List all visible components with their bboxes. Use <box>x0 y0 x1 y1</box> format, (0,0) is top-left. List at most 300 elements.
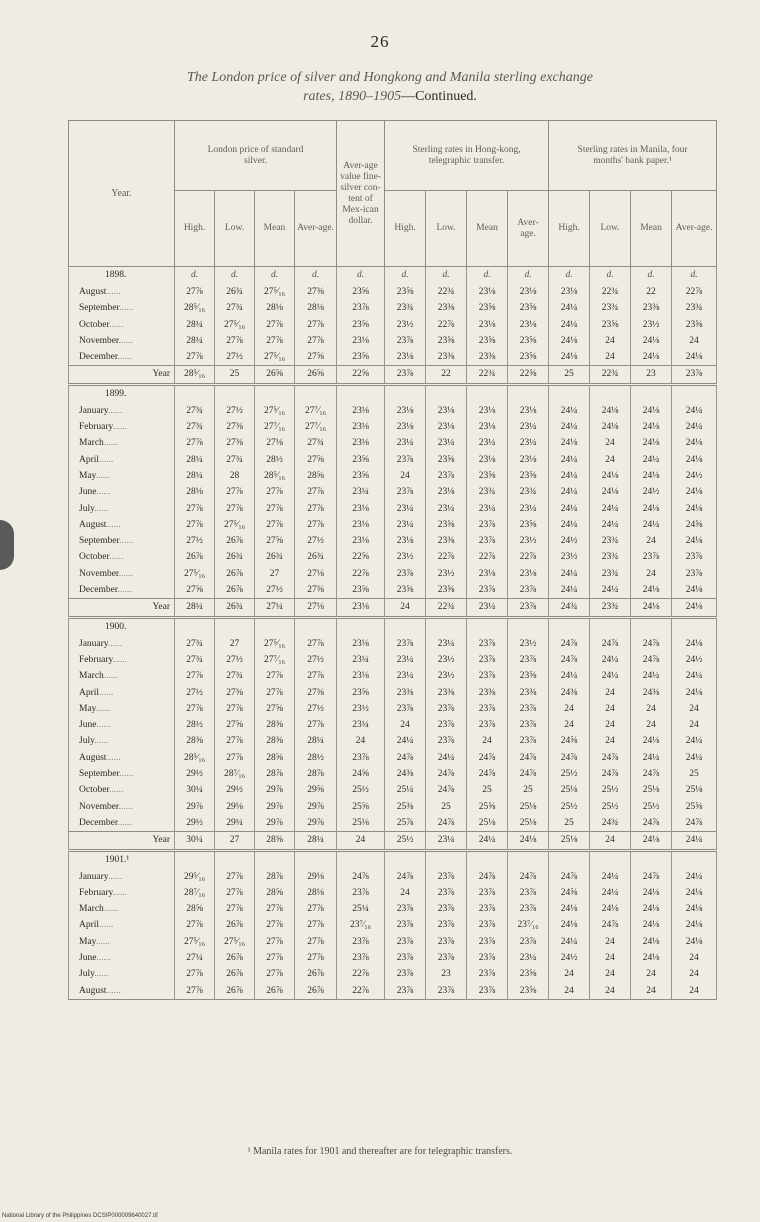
value-cell: 24⅛ <box>672 484 717 500</box>
empty-cell <box>337 617 385 636</box>
empty-cell <box>385 850 426 869</box>
value-cell: 23⅛ <box>467 284 508 300</box>
value-cell: 23⅞ <box>385 966 426 982</box>
month-name: January <box>79 871 108 882</box>
year-total-cell: 23¼ <box>467 599 508 617</box>
value-cell: 23⅝ <box>508 966 549 982</box>
value-cell: 24⅛ <box>672 885 717 901</box>
month-label <box>69 636 175 652</box>
value-cell: 24⅛ <box>672 917 717 933</box>
value-cell: 27¾ <box>215 452 255 468</box>
value-cell: 27⁵⁄₁₆ <box>215 517 255 533</box>
value-cell: 23⅞ <box>508 934 549 950</box>
value-cell: 23⅞ <box>467 582 508 599</box>
year-total-cell: 22 <box>426 366 467 384</box>
table-row <box>69 484 717 500</box>
value-cell: 24⅝ <box>549 733 590 749</box>
value-cell: 24⅞ <box>631 652 672 668</box>
value-cell: 26⅞ <box>215 582 255 599</box>
value-cell: 23¾ <box>590 300 631 316</box>
month-name: December <box>79 817 118 828</box>
empty-cell <box>467 384 508 403</box>
value-cell: 22¾ <box>426 284 467 300</box>
month-label <box>69 701 175 717</box>
value-cell: 23⅞ <box>385 950 426 966</box>
value-cell: 24⅛ <box>549 435 590 451</box>
month-label <box>69 869 175 885</box>
value-cell: 24⅞ <box>590 636 631 652</box>
value-cell: 28¼ <box>175 333 215 349</box>
header-manila-high: High. <box>549 191 590 267</box>
value-cell: 23½ <box>549 549 590 565</box>
month-name: October <box>79 552 110 563</box>
value-cell: 23⅛ <box>385 533 426 549</box>
header-london-average: Aver-age. <box>295 191 337 267</box>
month-name: October <box>79 319 110 330</box>
value-cell: 23⅛ <box>508 566 549 582</box>
value-cell: 25⅛ <box>672 782 717 798</box>
value-cell: 25⅝ <box>672 799 717 815</box>
value-cell: 27⁵⁄₁₆ <box>255 349 295 366</box>
year-total-cell: 24 <box>385 599 426 617</box>
value-cell: 23⅞ <box>385 452 426 468</box>
header-manila-mean: Mean <box>631 191 672 267</box>
value-cell: 24⅛ <box>631 917 672 933</box>
value-cell: 23¾ <box>590 549 631 565</box>
year-heading-row <box>69 850 717 869</box>
value-cell: 23⅝ <box>467 300 508 316</box>
value-cell: 24⅞ <box>426 766 467 782</box>
value-cell: 26¾ <box>295 549 337 565</box>
value-cell: 24¼ <box>385 733 426 749</box>
exchange-rates-table <box>68 120 717 1000</box>
value-cell: 24⅞ <box>467 766 508 782</box>
leader-dots: ...... <box>119 769 134 780</box>
value-cell: 28⅝ <box>255 885 295 901</box>
table-row <box>69 566 717 582</box>
value-cell: 24¼ <box>549 300 590 316</box>
month-name: March <box>79 904 104 915</box>
value-cell: 27⅜ <box>215 435 255 451</box>
value-cell: 27⅞ <box>255 934 295 950</box>
value-cell: 27⁵⁄₁₆ <box>215 317 255 333</box>
value-cell: 24 <box>549 983 590 1000</box>
value-cell: 24 <box>672 333 717 349</box>
value-cell: 23⅞ <box>508 901 549 917</box>
value-cell: 28⅝ <box>255 750 295 766</box>
value-cell: 23¼ <box>426 501 467 517</box>
value-cell: 24⅛ <box>549 917 590 933</box>
leader-dots: ...... <box>103 438 119 449</box>
year-total-cell: 25½ <box>385 832 426 850</box>
value-cell: 26¾ <box>215 549 255 565</box>
value-cell: 23⅜ <box>385 685 426 701</box>
table-row <box>69 549 717 565</box>
month-label <box>69 917 175 933</box>
value-cell: 27⅝ <box>215 717 255 733</box>
unit-label: d. <box>631 267 672 285</box>
month-name: September <box>79 303 120 314</box>
value-cell: 27⁵⁄₁₆ <box>215 934 255 950</box>
month-name: October <box>79 785 110 796</box>
month-label <box>69 435 175 451</box>
value-cell: 27⅞ <box>215 750 255 766</box>
year-total-cell: 22¾ <box>426 599 467 617</box>
value-cell: 23⅞ <box>385 333 426 349</box>
title-continued: —Continued. <box>401 89 477 104</box>
year-total-cell: 23¼ <box>426 832 467 850</box>
value-cell: 24⅞ <box>631 766 672 782</box>
month-name: May <box>79 703 96 714</box>
empty-cell <box>631 850 672 869</box>
leader-dots: ...... <box>95 703 111 714</box>
value-cell: 23⅞ <box>631 549 672 565</box>
value-cell: 28¼ <box>295 733 337 749</box>
value-cell: 28⅛ <box>255 300 295 316</box>
value-cell: 24 <box>385 468 426 484</box>
value-cell: 23⅞ <box>467 717 508 733</box>
value-cell: 23⅛ <box>337 636 385 652</box>
value-cell: 29⅞ <box>175 799 215 815</box>
table-row <box>69 582 717 599</box>
value-cell: 25 <box>426 799 467 815</box>
value-cell: 22¾ <box>590 284 631 300</box>
value-cell: 23⅞ <box>426 701 467 717</box>
header-year: Year. <box>69 121 175 267</box>
empty-cell <box>295 384 337 403</box>
value-cell: 25¼ <box>385 782 426 798</box>
value-cell: 27⅞ <box>295 717 337 733</box>
value-cell: 24¼ <box>549 419 590 435</box>
month-label <box>69 652 175 668</box>
archive-footer: National Library of the Philippines DCSIP000009640027.tif <box>2 1213 158 1219</box>
table-row <box>69 317 717 333</box>
empty-cell <box>215 617 255 636</box>
empty-cell <box>385 617 426 636</box>
month-name: January <box>79 405 108 416</box>
value-cell: 27⅞ <box>295 333 337 349</box>
value-cell: 28¼ <box>175 452 215 468</box>
value-cell: 27¾ <box>175 636 215 652</box>
value-cell: 27 <box>255 566 295 582</box>
value-cell: 23⅞ <box>426 950 467 966</box>
leader-dots: ...... <box>112 887 127 898</box>
value-cell: 24⅞ <box>549 750 590 766</box>
value-cell: 23⅝ <box>426 517 467 533</box>
value-cell: 23⅞ <box>426 717 467 733</box>
value-cell: 24⅛ <box>631 435 672 451</box>
value-cell: 23⅛ <box>467 452 508 468</box>
empty-cell <box>672 384 717 403</box>
value-cell: 27⅞ <box>295 934 337 950</box>
value-cell: 23⅞ <box>467 668 508 684</box>
value-cell: 26⅞ <box>295 966 337 982</box>
value-cell: 23⅜ <box>426 533 467 549</box>
month-label <box>69 333 175 349</box>
value-cell: 27⅜ <box>215 685 255 701</box>
value-cell: 23⅞ <box>467 966 508 982</box>
value-cell: 27¼ <box>175 950 215 966</box>
value-cell: 23⅞ <box>508 885 549 901</box>
leader-dots: ...... <box>106 519 121 530</box>
value-cell: 23⅝ <box>337 349 385 366</box>
value-cell: 27⁷⁄₁₆ <box>255 652 295 668</box>
value-cell: 28⅛ <box>295 885 337 901</box>
value-cell: 23¼ <box>426 435 467 451</box>
unit-label: d. <box>426 267 467 285</box>
value-cell: 23⅛ <box>337 435 385 451</box>
value-cell: 24¼ <box>672 733 717 749</box>
value-cell: 25½ <box>549 766 590 782</box>
value-cell: 23⅞ <box>385 917 426 933</box>
value-cell: 23¾ <box>590 566 631 582</box>
value-cell: 28⅜ <box>255 733 295 749</box>
value-cell: 24¼ <box>549 501 590 517</box>
value-cell: 24½ <box>631 484 672 500</box>
value-cell: 24⅛ <box>672 685 717 701</box>
value-cell: 24½ <box>672 468 717 484</box>
value-cell: 23⅞ <box>672 566 717 582</box>
month-name: June <box>79 720 97 731</box>
value-cell: 23⅞ <box>337 750 385 766</box>
empty-cell <box>215 384 255 403</box>
value-cell: 25½ <box>590 782 631 798</box>
value-cell: 23⅝ <box>385 284 426 300</box>
year-total-cell: 22¾ <box>590 366 631 384</box>
leader-dots: ...... <box>94 503 109 514</box>
value-cell: 23⅝ <box>426 333 467 349</box>
value-cell: 27⅞ <box>215 885 255 901</box>
value-cell: 24 <box>590 717 631 733</box>
value-cell: 27⁵⁄₁₆ <box>255 403 295 419</box>
unit-label: d. <box>549 267 590 285</box>
value-cell: 23⅝ <box>508 333 549 349</box>
month-label <box>69 566 175 582</box>
value-cell: 22 <box>631 284 672 300</box>
value-cell: 24⅞ <box>508 766 549 782</box>
year-total-cell: 22⅝ <box>508 366 549 384</box>
value-cell: 24⅞ <box>337 869 385 885</box>
value-cell: 24 <box>385 717 426 733</box>
empty-cell <box>426 850 467 869</box>
value-cell: 24 <box>590 733 631 749</box>
value-cell: 27½ <box>175 685 215 701</box>
value-cell: 24⅛ <box>672 582 717 599</box>
value-cell: 23⅝ <box>337 685 385 701</box>
value-cell: 23¾ <box>508 484 549 500</box>
value-cell: 24⅛ <box>631 468 672 484</box>
table-row <box>69 668 717 684</box>
value-cell: 25⅛ <box>508 815 549 832</box>
month-name: March <box>79 671 104 682</box>
value-cell: 28 <box>215 468 255 484</box>
empty-cell <box>467 617 508 636</box>
empty-cell <box>215 850 255 869</box>
value-cell: 24¼ <box>672 419 717 435</box>
value-cell: 24⅞ <box>385 750 426 766</box>
year-total-cell: 26⅝ <box>255 366 295 384</box>
value-cell: 26⅞ <box>215 566 255 582</box>
value-cell: 23½ <box>385 549 426 565</box>
year-total-cell: 24¾ <box>549 599 590 617</box>
value-cell: 25½ <box>337 782 385 798</box>
value-cell: 24⅛ <box>590 468 631 484</box>
value-cell: 24 <box>590 934 631 950</box>
value-cell: 27⅞ <box>215 733 255 749</box>
value-cell: 24⅞ <box>426 815 467 832</box>
value-cell: 23⅞ <box>467 983 508 1000</box>
value-cell: 24¼ <box>549 484 590 500</box>
value-cell: 24½ <box>549 950 590 966</box>
leader-dots: ...... <box>107 405 123 416</box>
value-cell: 25⅞ <box>385 815 426 832</box>
value-cell: 23½ <box>426 652 467 668</box>
value-cell: 27⅞ <box>215 701 255 717</box>
value-cell: 28⅝ <box>175 901 215 917</box>
value-cell: 27⅞ <box>255 950 295 966</box>
value-cell: 24 <box>590 452 631 468</box>
month-name: August <box>79 752 107 763</box>
value-cell: 23⅞ <box>426 934 467 950</box>
month-name: November <box>79 335 119 346</box>
unit-label: d. <box>295 267 337 285</box>
page-number: 26 <box>370 32 390 51</box>
value-cell: 23⅛ <box>508 403 549 419</box>
value-cell: 23⅝ <box>508 349 549 366</box>
value-cell: 27⁵⁄₁₆ <box>255 636 295 652</box>
value-cell: 23⅛ <box>467 419 508 435</box>
table-row <box>69 533 717 549</box>
value-cell: 24¼ <box>549 582 590 599</box>
header-london-mean: Mean <box>255 191 295 267</box>
month-name: July <box>79 736 95 747</box>
leader-dots: ...... <box>96 720 111 731</box>
value-cell: 23⅞ <box>467 636 508 652</box>
value-cell: 24¼ <box>549 566 590 582</box>
value-cell: 23⅞ <box>672 549 717 565</box>
value-cell: 26¾ <box>215 284 255 300</box>
value-cell: 24⅛ <box>631 582 672 599</box>
value-cell: 27⅞ <box>175 349 215 366</box>
value-cell: 24¼ <box>590 517 631 533</box>
year-total-cell: 24 <box>590 832 631 850</box>
empty-cell <box>255 850 295 869</box>
value-cell: 24⅞ <box>590 917 631 933</box>
value-cell: 25⅛ <box>549 782 590 798</box>
value-cell: 28⁵⁄₁₆ <box>175 750 215 766</box>
value-cell: 23⅞ <box>467 934 508 950</box>
title-years: rates, 1890–1905 <box>303 89 402 104</box>
table-row <box>69 419 717 435</box>
month-label <box>69 452 175 468</box>
value-cell: 23⅞ <box>385 901 426 917</box>
value-cell: 24⅛ <box>631 333 672 349</box>
value-cell: 28½ <box>255 452 295 468</box>
value-cell: 27⁵⁄₁₆ <box>175 566 215 582</box>
year-total-cell: 30¼ <box>175 832 215 850</box>
leader-dots: ...... <box>94 969 109 980</box>
value-cell: 23⅞ <box>508 652 549 668</box>
value-cell: 27⅞ <box>175 517 215 533</box>
month-label <box>69 533 175 549</box>
leader-dots: ...... <box>107 871 123 882</box>
value-cell: 23⅝ <box>508 983 549 1000</box>
value-cell: 23¼ <box>337 484 385 500</box>
year-total-cell: 23⅛ <box>337 599 385 617</box>
value-cell: 24¼ <box>590 885 631 901</box>
value-cell: 23⅞ <box>467 885 508 901</box>
year-total-cell: 24⅛ <box>508 832 549 850</box>
value-cell: 24⅛ <box>590 484 631 500</box>
value-cell: 23⅝ <box>337 284 385 300</box>
value-cell: 22⅞ <box>672 284 717 300</box>
value-cell: 24¼ <box>672 668 717 684</box>
value-cell: 23⅛ <box>385 349 426 366</box>
value-cell: 27⅜ <box>295 685 337 701</box>
value-cell: 27⅞ <box>255 966 295 982</box>
value-cell: 24⅛ <box>672 435 717 451</box>
table-row <box>69 652 717 668</box>
value-cell: 23⅛ <box>426 403 467 419</box>
value-cell: 23⅛ <box>508 317 549 333</box>
value-cell: 30¼ <box>175 782 215 798</box>
value-cell: 23½ <box>426 566 467 582</box>
value-cell: 28⁷⁄₁₆ <box>215 766 255 782</box>
value-cell: 23⅝ <box>508 668 549 684</box>
value-cell: 24⅛ <box>672 636 717 652</box>
value-cell: 23⅞ <box>337 950 385 966</box>
value-cell: 23⅞ <box>426 901 467 917</box>
value-cell: 25⅛ <box>508 799 549 815</box>
month-name: September <box>79 536 120 547</box>
value-cell: 23⅞ <box>467 901 508 917</box>
year-total-cell: 28¼ <box>175 599 215 617</box>
header-london-low: Low. <box>215 191 255 267</box>
value-cell: 24¼ <box>549 403 590 419</box>
empty-cell <box>175 384 215 403</box>
month-label <box>69 549 175 565</box>
value-cell: 24 <box>672 983 717 1000</box>
value-cell: 27⅞ <box>255 685 295 701</box>
year-total-cell: 24 <box>337 832 385 850</box>
value-cell: 23⅛ <box>337 517 385 533</box>
table-row <box>69 435 717 451</box>
month-name: February <box>79 654 113 665</box>
table-row <box>69 403 717 419</box>
value-cell: 24⅛ <box>549 333 590 349</box>
value-cell: 24⅞ <box>508 750 549 766</box>
empty-cell <box>549 384 590 403</box>
table-row <box>69 950 717 966</box>
empty-cell <box>337 384 385 403</box>
value-cell: 23⅝ <box>590 317 631 333</box>
value-cell: 23⅞ <box>385 701 426 717</box>
table-row <box>69 733 717 749</box>
value-cell: 25 <box>549 815 590 832</box>
empty-cell <box>508 384 549 403</box>
value-cell: 24¼ <box>590 652 631 668</box>
value-cell: 24⅞ <box>631 869 672 885</box>
month-label <box>69 517 175 533</box>
month-name: May <box>79 470 96 481</box>
empty-cell <box>549 617 590 636</box>
value-cell: 24⅞ <box>549 636 590 652</box>
month-name: July <box>79 969 95 980</box>
value-cell: 23½ <box>426 668 467 684</box>
value-cell: 23⅜ <box>508 685 549 701</box>
value-cell: 24⅞ <box>631 636 672 652</box>
value-cell: 27⅞ <box>295 636 337 652</box>
